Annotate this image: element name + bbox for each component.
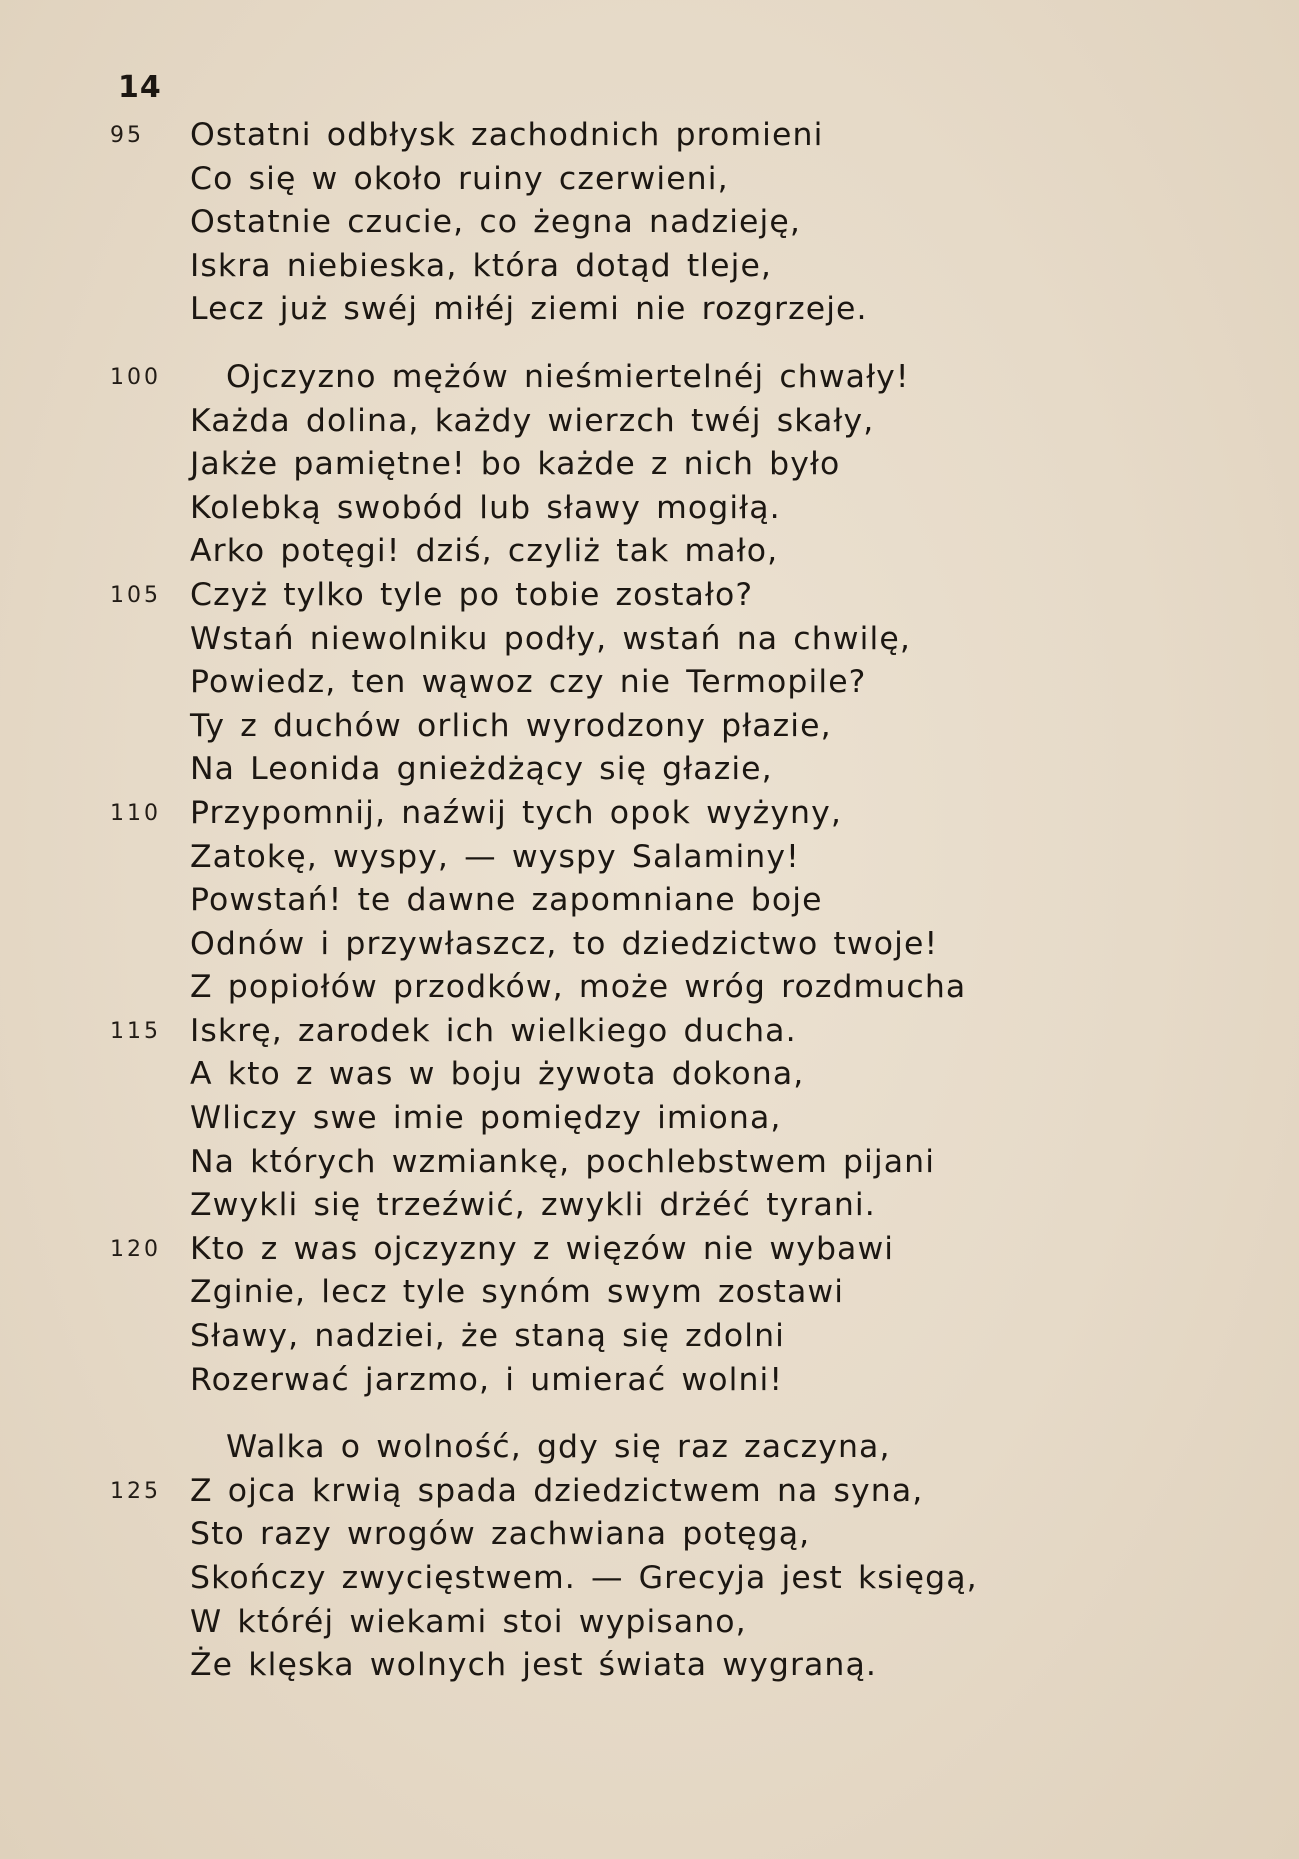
page-number: 14 xyxy=(118,70,162,105)
verse-text: Ostatnie czucie, co żegna nadzieję, xyxy=(190,204,801,241)
verse-text: Lecz już swéj miłéj ziemi nie rozgrzeje. xyxy=(190,291,868,328)
verse-text: Rozerwać jarzmo, i umierać wolni! xyxy=(190,1361,784,1398)
stanza xyxy=(110,1426,1260,1688)
verse-text: Sto razy wrogów zachwiana potęgą, xyxy=(190,1516,811,1553)
verse-line xyxy=(110,1426,1260,1470)
verse-line xyxy=(110,114,1260,158)
verse-line xyxy=(110,966,1260,1010)
verse-text: Na Leonida gnieżdżący się głazie, xyxy=(190,751,773,788)
verse-line xyxy=(110,530,1260,574)
line-number: 125 xyxy=(110,1478,161,1504)
verse-line xyxy=(110,1470,1260,1514)
line-number: 95 xyxy=(110,123,144,148)
line-number: 120 xyxy=(110,1236,161,1262)
verse-text: Że klęska wolnych jest świata wygraną. xyxy=(190,1647,877,1684)
verse-text: Jakże pamiętne! bo każde z nich było xyxy=(190,446,841,483)
verse-line xyxy=(110,879,1260,923)
verse-line xyxy=(110,923,1260,967)
verse-text: Każda dolina, każdy wierzch twéj skały, xyxy=(190,402,875,439)
verse-text: Iskra niebieska, która dotąd tleje, xyxy=(190,247,773,284)
verse-line xyxy=(110,792,1260,836)
verse-line xyxy=(110,618,1260,662)
poem-text xyxy=(110,114,1260,1688)
verse-text: Z ojca krwią spada dziedzictwem na syna, xyxy=(190,1472,924,1509)
verse-line xyxy=(110,705,1260,749)
verse-text: Powstań! te dawne zapomniane boje xyxy=(190,882,823,919)
verse-text: Walka o wolność, gdy się raz zaczyna, xyxy=(226,1429,891,1466)
verse-line xyxy=(110,443,1260,487)
verse-text: Kolebką swobód lub sławy mogiłą. xyxy=(190,489,781,526)
verse-text: W któréj wiekami stoi wypisano, xyxy=(190,1603,747,1640)
verse-line xyxy=(110,1141,1260,1185)
verse-text: Zwykli się trzeźwić, zwykli drżéć tyrani. xyxy=(190,1187,876,1224)
verse-line xyxy=(110,1359,1260,1403)
verse-line xyxy=(110,1097,1260,1141)
verse-line xyxy=(110,1184,1260,1228)
verse-text: Zatokę, wyspy, — wyspy Salaminy! xyxy=(190,838,800,875)
verse-line xyxy=(110,1315,1260,1359)
verse-text: Z popiołów przodków, może wróg rozdmucha xyxy=(190,969,967,1006)
verse-line xyxy=(110,836,1260,880)
verse-line xyxy=(110,748,1260,792)
verse-text: Wliczy swe imie pomiędzy imiona, xyxy=(190,1100,782,1137)
verse-text: Wstań niewolniku podły, wstań na chwilę, xyxy=(190,620,911,657)
verse-line xyxy=(110,1644,1260,1688)
verse-text: Na których wzmiankę, pochlebstwem pijani xyxy=(190,1143,936,1180)
verse-line xyxy=(110,574,1260,618)
line-number: 105 xyxy=(110,582,161,608)
verse-text: Zginie, lecz tyle synóm swym zostawi xyxy=(190,1274,845,1311)
stanza xyxy=(110,114,1260,332)
verse-line xyxy=(110,1513,1260,1557)
line-number: 110 xyxy=(110,800,161,826)
verse-text: Kto z was ojczyzny z więzów nie wybawi xyxy=(190,1230,895,1267)
verse-line xyxy=(110,356,1260,400)
line-number: 115 xyxy=(110,1018,161,1044)
verse-line xyxy=(110,201,1260,245)
verse-text: Skończy zwycięstwem. — Grecyja jest księgą, xyxy=(190,1560,978,1596)
verse-text: Sławy, nadziei, że staną się zdolni xyxy=(190,1318,785,1355)
verse-line xyxy=(110,158,1260,202)
verse-text: Odnów i przywłaszcz, to dziedzictwo twoje! xyxy=(190,925,939,962)
verse-line xyxy=(110,1010,1260,1054)
verse-line xyxy=(110,1053,1260,1097)
verse-text: Co się w około ruiny czerwieni, xyxy=(190,160,729,197)
verse-line xyxy=(110,1271,1260,1315)
verse-text: Ojczyzno mężów nieśmiertelnéj chwały! xyxy=(226,358,910,395)
verse-text: Ostatni odbłysk zachodnich promieni xyxy=(190,117,824,153)
verse-text: Ty z duchów orlich wyrodzony płazie, xyxy=(190,707,832,744)
verse-line xyxy=(110,288,1260,332)
verse-text: Iskrę, zarodek ich wielkiego ducha. xyxy=(190,1012,797,1049)
line-number: 100 xyxy=(110,364,161,390)
verse-line xyxy=(110,400,1260,444)
verse-line xyxy=(110,487,1260,531)
verse-line xyxy=(110,661,1260,705)
verse-text: Przypomnij, naźwij tych opok wyżyny, xyxy=(190,794,842,831)
stanza xyxy=(110,356,1260,1402)
verse-line xyxy=(110,1228,1260,1272)
verse-line xyxy=(110,245,1260,289)
verse-text: Powiedz, ten wąwoz czy nie Termopile? xyxy=(190,664,867,701)
verse-text: Czyż tylko tyle po tobie zostało? xyxy=(190,576,754,613)
verse-line xyxy=(110,1601,1260,1645)
verse-text: A kto z was w boju żywota dokona, xyxy=(190,1056,805,1093)
verse-text: Arko potęgi! dziś, czyliż tak mało, xyxy=(190,533,779,570)
verse-line xyxy=(110,1557,1260,1601)
